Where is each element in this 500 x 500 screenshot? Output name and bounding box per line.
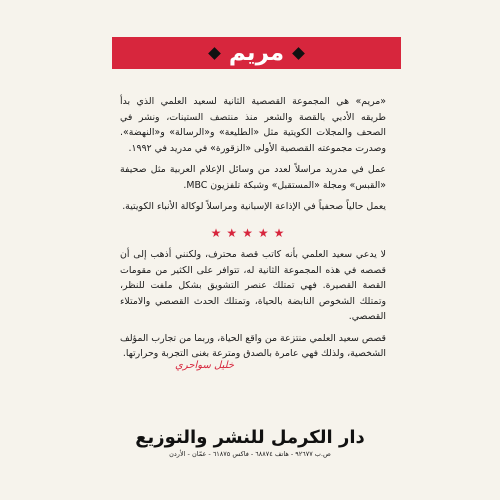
author-bio <box>120 94 386 221</box>
bio-paragraph: «مريم» هي المجموعة القصصية الثانية لسعيد العلمي الذي بدأ طريقه الأدبي بالقصة والشعر منذ منتصف الستينات، ونشر في الصحف والمجلات الكويتية مثل «الطليعة» و«الرسالة» و«النهضة». وصدرت مجموعته القصصية الأولى «الزقورة» في مدريد في ١٩٩٢. <box>120 96 386 154</box>
critic-signature: خليل سواحري <box>175 360 235 371</box>
publisher-name: دار الكرمل للنشر والتوزيع <box>135 427 365 448</box>
critique-text <box>120 247 386 368</box>
bio-paragraph: عمل في مدريد مراسلاً لعدد من وسائل الإعلام العربية مثل صحيفة «القبس» ومجلة «المستقبل» وشبكة تلفزيون MBC. <box>120 164 386 191</box>
publisher-address: ص.ب ٩٢٦٧٧ - هاتف ٦٨٨٧٤ - فاكس ٦١٨٧٥ - عمّان - الأردن <box>169 450 331 458</box>
title-banner <box>112 37 401 69</box>
bio-paragraph: يعمل حالياً صحفياً في الإذاعة الإسبانية ومراسلاً لوكالة الأنباء الكويتية. <box>122 201 386 212</box>
diamond-icon <box>208 47 221 60</box>
book-title: مريم <box>228 40 285 66</box>
diamond-icon <box>292 47 305 60</box>
critique-paragraph: قصص سعيد العلمي منتزعة من واقع الحياة، وربما من تجارب المؤلف الشخصية، ولذلك فهي عامرة بالصدق ومترعة بغنى التجربة وحرارتها. <box>120 332 386 359</box>
publisher-block <box>0 427 500 458</box>
critique-paragraph: لا يدعي سعيد العلمي بأنه كاتب قصة محترف، ولكنني أذهب إلى أن قصصه في هذه المجموعة الثانية له، تتوافر على الكثير من مقومات القصة القصيرة. فهي تمتلك عنصر التشويق بشكل ملفت للنظر، وتمتلك الشخوص النابضة بالحياة، وتمتلك الحدث القصصي والامتلاء القصصي. <box>120 249 386 322</box>
star-separator: ★★★★★ <box>210 226 290 240</box>
